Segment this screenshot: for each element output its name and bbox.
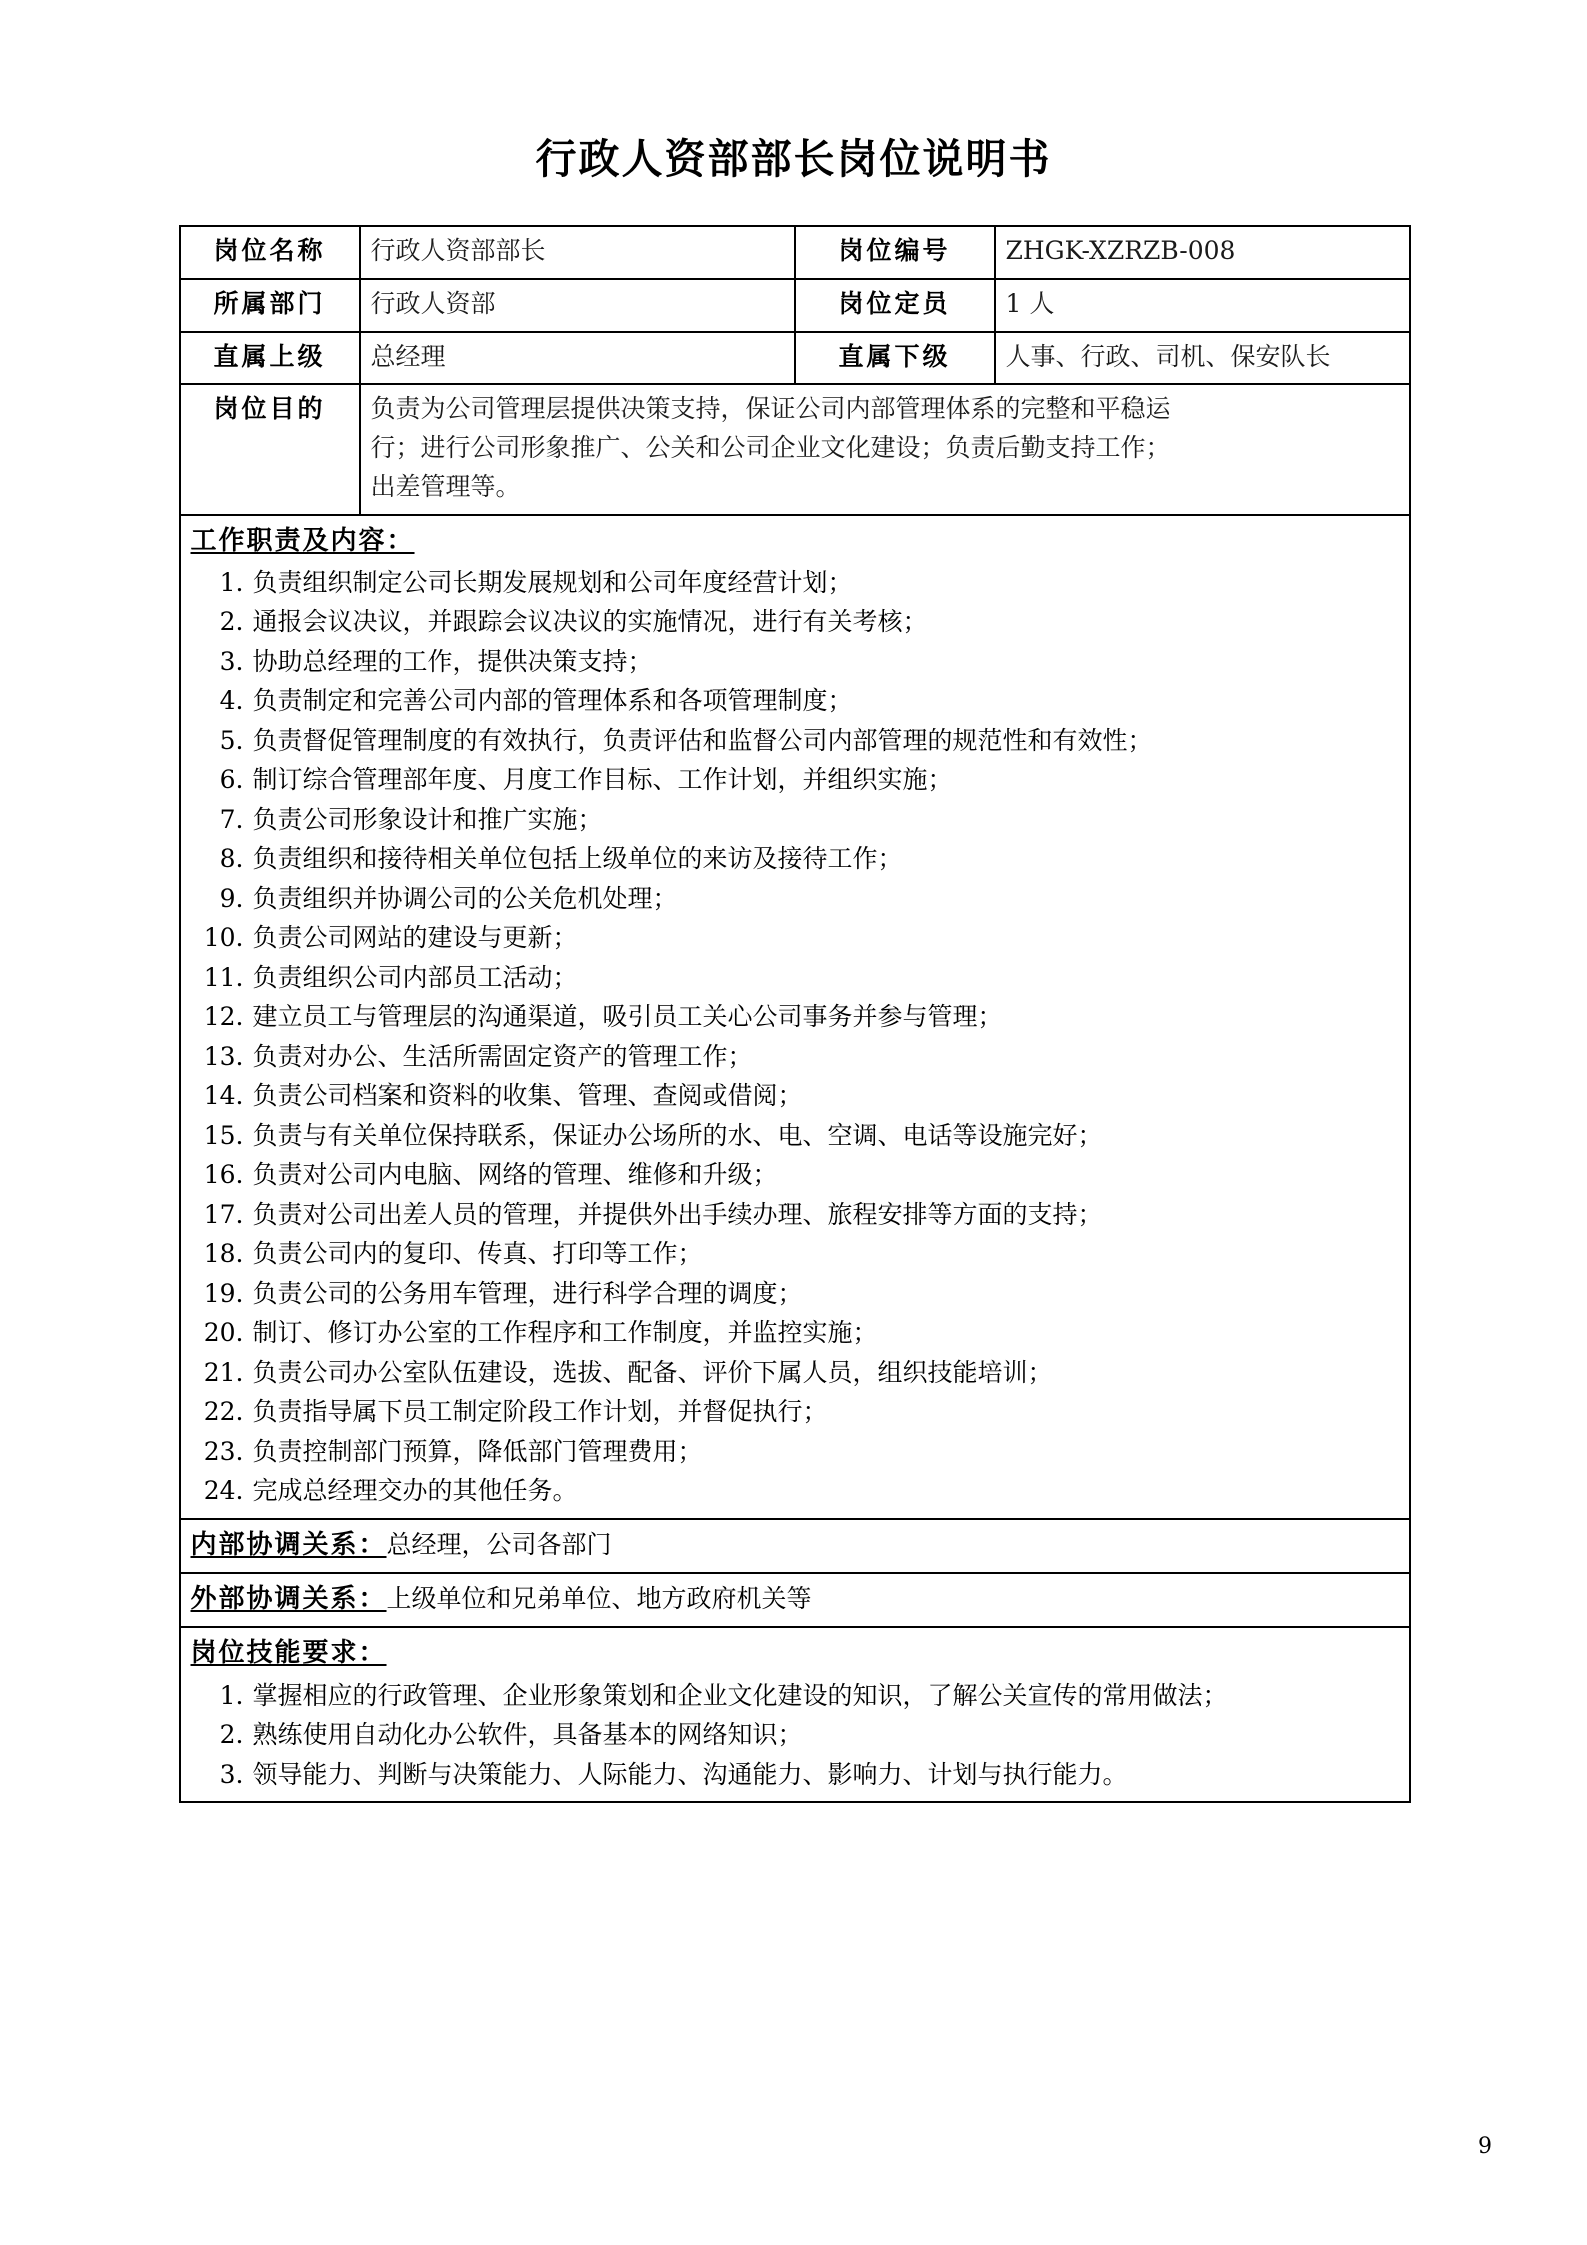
- list-item-text: 负责制定和完善公司内部的管理体系和各项管理制度；: [252, 686, 853, 716]
- list-item-number: 3.: [219, 646, 244, 676]
- list-item: [191, 918, 1399, 958]
- list-item-text: 负责对公司出差人员的管理，并提供外出手续办理、旅程安排等方面的支持；: [252, 1199, 1103, 1229]
- list-item: [191, 1313, 1399, 1353]
- list-item-text: 负责控制部门预算，降低部门管理费用；: [252, 1436, 703, 1466]
- list-item: [191, 602, 1399, 642]
- section-duties: [180, 515, 1410, 1519]
- list-item: [191, 1037, 1399, 1077]
- table-row: [180, 384, 1410, 514]
- table-row: [180, 279, 1410, 332]
- list-item: [191, 958, 1399, 998]
- list-item-text: 负责组织公司内部员工活动；: [252, 962, 578, 992]
- list-item-number: 19.: [203, 1278, 244, 1308]
- list-item: [191, 1471, 1399, 1511]
- list-item-text: 掌握相应的行政管理、企业形象策划和企业文化建设的知识，了解公关宣传的常用做法；: [252, 1680, 1228, 1710]
- table-row: [180, 332, 1410, 385]
- list-item-number: 24.: [203, 1476, 244, 1506]
- purpose-line-3: 出差管理等。: [370, 471, 521, 501]
- internal-relations-value: 总经理，公司各部门: [386, 1529, 612, 1559]
- list-item-text: 负责组织并协调公司的公关危机处理；: [252, 883, 678, 913]
- document-content: [179, 185, 1409, 1803]
- page-title: 行政人资部部长岗位说明书: [535, 135, 1052, 183]
- list-item-text: 负责公司内的复印、传真、打印等工作；: [252, 1239, 703, 1269]
- list-item-number: 14.: [203, 1081, 244, 1111]
- list-item-number: 22.: [203, 1397, 244, 1427]
- list-item: [191, 1234, 1399, 1274]
- list-item-number: 20.: [203, 1318, 244, 1348]
- list-item: [191, 1715, 1399, 1755]
- list-item-text: 负责公司的公务用车管理，进行科学合理的调度；: [252, 1278, 803, 1308]
- label-job-purpose: 岗位目的: [180, 384, 360, 514]
- list-item-text: 负责与有关单位保持联系，保证办公场所的水、电、空调、电话等设施完好；: [252, 1120, 1103, 1150]
- value-direct-subordinate: 人事、行政、司机、保安队长: [995, 332, 1410, 385]
- list-item-number: 21.: [203, 1357, 244, 1387]
- list-item: [191, 1392, 1399, 1432]
- list-item: [191, 681, 1399, 721]
- duties-list: [191, 563, 1399, 1511]
- list-item: [191, 1353, 1399, 1393]
- list-item: [191, 760, 1399, 800]
- list-item-text: 负责公司办公室队伍建设，选拔、配备、评价下属人员，组织技能培训；: [252, 1357, 1053, 1387]
- list-item: [191, 1432, 1399, 1472]
- list-item-text: 负责公司档案和资料的收集、管理、查阅或借阅；: [252, 1081, 803, 1111]
- list-item-text: 负责对公司内电脑、网络的管理、维修和升级；: [252, 1160, 778, 1190]
- label-direct-subordinate: 直属下级: [795, 332, 995, 385]
- section-internal-relations: [180, 1519, 1410, 1573]
- list-item-text: 熟练使用自动化办公软件，具备基本的网络知识；: [252, 1720, 803, 1750]
- label-department: 所属部门: [180, 279, 360, 332]
- list-item: [191, 1076, 1399, 1116]
- section-external-relations: [180, 1573, 1410, 1627]
- list-item-number: 3.: [219, 1759, 244, 1789]
- purpose-line-1: 负责为公司管理层提供决策支持，保证公司内部管理体系的完整和平稳运: [370, 394, 1171, 424]
- list-item-number: 6.: [219, 765, 244, 795]
- list-item-text: 制订综合管理部年度、月度工作目标、工作计划，并组织实施；: [252, 765, 953, 795]
- external-relations-heading: 外部协调关系：: [190, 1584, 387, 1615]
- skills-list: [191, 1676, 1399, 1795]
- table-row-duties: [180, 515, 1410, 1519]
- list-item-number: 17.: [203, 1199, 244, 1229]
- list-item-text: 负责组织制定公司长期发展规划和公司年度经营计划；: [252, 567, 853, 597]
- list-item-number: 1.: [219, 567, 244, 597]
- list-item: [191, 1274, 1399, 1314]
- skills-heading: 岗位技能要求：: [190, 1638, 387, 1669]
- value-direct-superior: 总经理: [360, 332, 795, 385]
- list-item-text: 建立员工与管理层的沟通渠道，吸引员工关心公司事务并参与管理；: [252, 1002, 1003, 1032]
- label-job-title: 岗位名称: [180, 226, 360, 279]
- list-item: [191, 1116, 1399, 1156]
- section-skills: [180, 1627, 1410, 1802]
- label-headcount: 岗位定员: [795, 279, 995, 332]
- table-row-external: [180, 1573, 1410, 1627]
- list-item-number: 11.: [203, 962, 244, 992]
- list-item-text: 制订、修订办公室的工作程序和工作制度，并监控实施；: [252, 1318, 878, 1348]
- list-item-text: 负责对办公、生活所需固定资产的管理工作；: [252, 1041, 753, 1071]
- list-item-number: 4.: [219, 686, 244, 716]
- value-job-code: ZHGK-XZRZB-008: [995, 226, 1410, 279]
- list-item-number: 5.: [219, 725, 244, 755]
- label-direct-superior: 直属上级: [180, 332, 360, 385]
- list-item-text: 负责督促管理制度的有效执行，负责评估和监督公司内部管理的规范性和有效性；: [252, 725, 1153, 755]
- list-item-text: 协助总经理的工作，提供决策支持；: [252, 646, 653, 676]
- table-row: [180, 226, 1410, 279]
- table-row-skills: [180, 1627, 1410, 1802]
- list-item-number: 15.: [203, 1120, 244, 1150]
- list-item-number: 13.: [203, 1041, 244, 1071]
- list-item-text: 领导能力、判断与决策能力、人际能力、沟通能力、影响力、计划与执行能力。: [252, 1759, 1128, 1789]
- list-item-text: 完成总经理交办的其他任务。: [252, 1476, 578, 1506]
- list-item: [191, 721, 1399, 761]
- list-item: [191, 1676, 1399, 1716]
- table-row-internal: [180, 1519, 1410, 1573]
- value-job-purpose: [360, 384, 1410, 514]
- list-item: [191, 1195, 1399, 1235]
- list-item: [191, 563, 1399, 603]
- list-item: [191, 839, 1399, 879]
- label-job-code: 岗位编号: [795, 226, 995, 279]
- job-description-table: [179, 225, 1411, 1803]
- list-item-text: 负责组织和接待相关单位包括上级单位的来访及接待工作；: [252, 844, 903, 874]
- internal-relations-heading: 内部协调关系：: [190, 1529, 387, 1560]
- list-item-number: 10.: [203, 923, 244, 953]
- list-item-text: 负责指导属下员工制定阶段工作计划，并督促执行；: [252, 1397, 828, 1427]
- external-relations-value: 上级单位和兄弟单位、地方政府机关等: [386, 1584, 812, 1614]
- list-item-number: 16.: [203, 1160, 244, 1190]
- list-item-text: 负责公司网站的建设与更新；: [252, 923, 578, 953]
- purpose-line-2: 行；进行公司形象推广、公关和公司企业文化建设；负责后勤支持工作；: [370, 433, 1171, 462]
- page-number: 9: [1478, 2134, 1492, 2159]
- list-item: [191, 1155, 1399, 1195]
- list-item-text: 通报会议决议，并跟踪会议决议的实施情况，进行有关考核；: [252, 607, 928, 637]
- value-headcount: 1 人: [995, 279, 1410, 332]
- list-item-text: 负责公司形象设计和推广实施；: [252, 804, 603, 834]
- list-item-number: 8.: [219, 844, 244, 874]
- list-item-number: 2.: [219, 607, 244, 637]
- list-item: [191, 800, 1399, 840]
- value-job-title: 行政人资部部长: [360, 226, 795, 279]
- list-item-number: 18.: [203, 1239, 244, 1269]
- list-item-number: 23.: [203, 1436, 244, 1466]
- duties-heading: 工作职责及内容：: [190, 525, 415, 556]
- list-item-number: 1.: [219, 1680, 244, 1710]
- list-item: [191, 997, 1399, 1037]
- list-item: [191, 879, 1399, 919]
- list-item: [191, 1755, 1399, 1795]
- list-item-number: 7.: [219, 804, 244, 834]
- list-item-number: 12.: [203, 1002, 244, 1032]
- list-item-number: 2.: [219, 1720, 244, 1750]
- list-item-number: 9.: [219, 883, 244, 913]
- list-item: [191, 642, 1399, 682]
- value-department: 行政人资部: [360, 279, 795, 332]
